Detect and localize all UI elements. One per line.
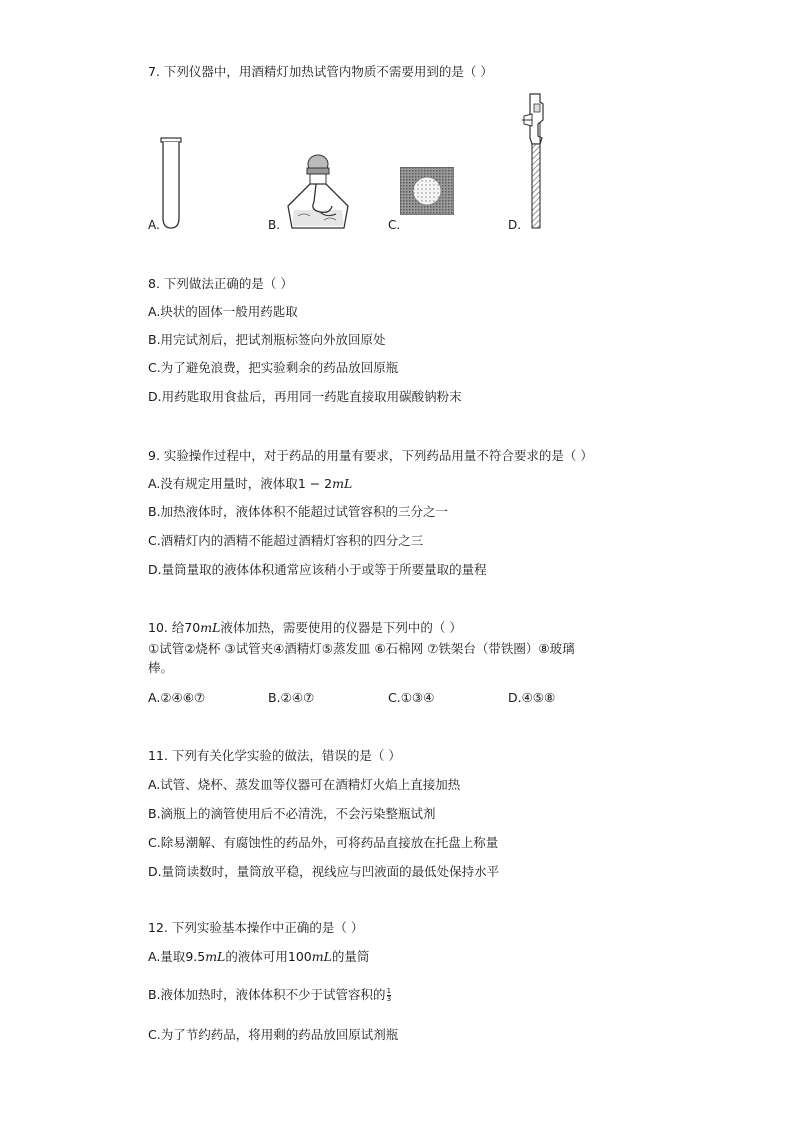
q12-option-a-unit1: mL	[205, 949, 226, 964]
q12-option-a-value1: 9.5	[185, 949, 206, 964]
q10-instrument-list: ①试管②烧杯 ③试管夹④酒精灯⑤蒸发皿 ⑥石棉网 ⑦铁架台（带铁圈）⑧玻璃	[148, 641, 575, 656]
q10-stem	[148, 620, 462, 636]
q10-stem-suffix: 液体加热，需要使用的仪器是下列中的（ ）	[220, 620, 462, 635]
q9-option-d: D.量筒量取的液体体积通常应该稍小于或等于所要量取的量程	[148, 562, 487, 577]
q12-stem: 12. 下列实验基本操作中正确的是（ ）	[148, 920, 364, 935]
q9-option-b: B.加热液体时，液体体积不能超过试管容积的三分之一	[148, 504, 449, 519]
q9-stem: 9. 实验操作过程中，对于药品的用量有要求，下列药品用量不符合要求的是（ ）	[148, 448, 593, 463]
q9-option-a-text: A.没有规定用量时，液体取	[148, 476, 298, 491]
q7-option-d-label: D.	[508, 218, 522, 232]
test-tube-clamp-icon	[520, 92, 550, 232]
q10-option-a: A.②④⑥⑦	[148, 690, 206, 705]
q10-stem-value: 70	[184, 620, 201, 635]
test-tube-icon	[158, 136, 184, 232]
q12-option-b-text: B.液体加热时，液体体积不少于试管容积的	[148, 987, 386, 1002]
q11-option-d: D.量筒读数时，量筒放平稳，视线应与凹液面的最低处保持水平	[148, 864, 500, 879]
q9-option-c: C.酒精灯内的酒精不能超过酒精灯容积的四分之三	[148, 533, 424, 548]
fraction-numerator: 1	[386, 987, 392, 995]
q10-instrument-list-end: 棒。	[148, 660, 174, 675]
alcohol-lamp-icon	[280, 154, 356, 232]
q9-option-a	[148, 476, 352, 492]
q8-option-b: B.用完试剂后，把试剂瓶标签向外放回原处	[148, 332, 386, 347]
q12-option-a-value2: 100	[287, 949, 312, 964]
q12-option-a	[148, 949, 369, 965]
q10-option-d: D.④⑤⑧	[508, 690, 556, 705]
q12-option-c: C.为了节约药品，将用剩的药品放回原试剂瓶	[148, 1027, 399, 1042]
fraction-denominator: 3	[386, 995, 392, 1003]
q9-option-a-range: 1 − 2	[297, 476, 333, 491]
q9-option-a-unit: mL	[332, 476, 353, 491]
q11-option-c: C.除易潮解、有腐蚀性的药品外，可将药品直接放在托盘上称量	[148, 835, 499, 850]
q12-option-b-fraction	[387, 988, 391, 1003]
q11-option-a: A.试管、烧杯、蒸发皿等仪器可在酒精灯火焰上直接加热	[148, 777, 461, 792]
asbestos-gauze-icon	[400, 167, 454, 215]
q11-stem: 11. 下列有关化学实验的做法，错误的是（ ）	[148, 748, 401, 763]
q7-option-b-label: B.	[268, 218, 281, 232]
q10-stem-prefix: 10. 给	[148, 620, 185, 635]
q11-option-b: B.滴瓶上的滴管使用后不必清洗，不会污染整瓶试剂	[148, 806, 436, 821]
q10-option-b: B.②④⑦	[268, 690, 315, 705]
q8-stem: 8. 下列做法正确的是（ ）	[148, 276, 293, 291]
q8-option-a: A.块状的固体一般用药匙取	[148, 304, 298, 319]
q12-option-a-suffix: 的量筒	[331, 949, 370, 964]
q8-option-c: C.为了避免浪费，把实验剩余的药品放回原瓶	[148, 360, 399, 375]
q12-option-a-unit2: mL	[311, 949, 332, 964]
q10-option-c: C.①③④	[388, 690, 435, 705]
q7-option-c-label: C.	[388, 218, 401, 232]
q12-option-a-prefix: A.量取	[148, 949, 186, 964]
q7-stem: 7. 下列仪器中，用酒精灯加热试管内物质不需要用到的是（ ）	[148, 64, 493, 79]
q10-stem-unit: mL	[200, 620, 221, 635]
q7-option-a-label: A.	[148, 218, 160, 232]
q12-option-b	[148, 987, 391, 1003]
q12-option-a-mid: 的液体可用	[225, 949, 288, 964]
q8-option-d: D.用药匙取用食盐后，再用同一药匙直接取用碳酸钠粉末	[148, 389, 462, 404]
